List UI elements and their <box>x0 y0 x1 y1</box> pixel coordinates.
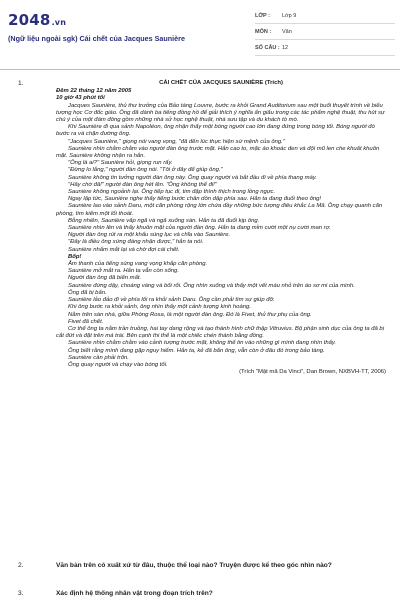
paragraph: "Ông là ai?" Saunière hỏi, giọng run rẩy. <box>68 160 173 167</box>
paragraph: Jacques Saunière, thủ thư trưởng của Bảo tàng Louvre, bước ra khỏi Grand Auditorium sau một buổi thuyết trình về biểu tượng học Cơ đốc giáo. Ông đã dành ba tiếng đồng hồ để giải thích ý nghĩa ẩn giấu trong các tác phẩm nghệ thuật, thu hút sự chú ý của một đám đông gồm những nhà sử học nghệ thuật, nhà sưu tập và du khách tò mò. <box>56 102 385 124</box>
paragraph: Ngay lập tức, Saunière nghe thấy tiếng bước chân dồn dập phía sau. Hắn ta đang đuổi theo ông! <box>68 196 322 203</box>
meta-value: Văn <box>282 28 292 35</box>
paragraph: Saunière đứng dậy, choáng váng và bối rối. Ông nhìn xuống và thấy một vết máu nhỏ trên áo sơ mi của mình. <box>68 282 355 289</box>
passage-title: CÁI CHẾT CỦA JACQUES SAUNIÈRE (Trích) <box>159 80 283 86</box>
question-number: 1. <box>18 80 24 87</box>
paragraph: Fivet đã chết. <box>68 318 104 325</box>
question-text: Xác định hệ thống nhân vật trong đoạn trích trên? <box>56 590 213 597</box>
paragraph: Saunière nhìn lên và thấy khuôn mặt của người đàn ông. Hắn ta đang mỉm cười một nụ cười man rợ. <box>68 225 331 232</box>
paragraph: Saunière lảo đảo đi về phía lối ra khỏi sảnh Daru. Ông cần phải tìm sự giúp đỡ. <box>68 297 275 304</box>
passage-date: Đêm 22 tháng 12 năm 2005 <box>56 88 132 95</box>
paragraph: Saunière nhắm mắt lại và chờ đợi cái chết. <box>68 246 180 253</box>
passage-text <box>56 103 386 370</box>
paragraph: Saunière lao vào sảnh Daru, một căn phòng rộng lớn chứa đầy những bức tượng điêu khắc La Mã. Ông chạy quanh căn phòng, tìm kiếm một lối thoát. <box>56 203 383 217</box>
question-text: Văn bản trên có xuất xứ từ đâu, thuộc thể loại nào? Truyện được kể theo góc nhìn nào? <box>56 562 332 569</box>
paragraph: Khi Saunière đi qua sảnh Napoléon, ông nhận thấy một bóng người cao lớn đang đứng trong bóng tối. Bóng người đó bước ra và chặn đường ông. <box>56 124 375 138</box>
paragraph: "Jacques Saunière," giọng nói vang vọng, "đã đến lúc thực hiện sứ mệnh của ông." <box>68 138 285 145</box>
page-header <box>0 0 400 70</box>
question-body <box>56 80 386 376</box>
paragraph: Cơ thể ông ta nằm trần truồng, hai tay dang rộng và tạo thành hình chữ thập Vitruvius. Bộ phận sinh dục của ông ta đã bị cắt đứt và đặt trên má trái. Bên cạnh thi thể là một chiếc chén thánh bằng đồng. <box>56 325 385 340</box>
meta-value: 12 <box>282 44 289 51</box>
paragraph: Ông biết rằng mình đang gặp nguy hiểm. Hắn ta, kẻ đã bắn ông, vẫn còn ở đâu đó trong bảo tàng. <box>68 347 325 354</box>
document-title: (Ngữ liệu ngoài sgk) Cái chết của Jacques Saunière <box>8 34 185 43</box>
paragraph: Saunière nhìn chằm chằm vào người đàn ông trước mặt. Hắn cao to, mặc áo khoác đen và đội mũ len che khuất khuôn mặt. Saunière không nhận ra hắn. <box>56 145 380 160</box>
paragraph: Ông quay người và chạy vào bóng tối. <box>68 361 168 368</box>
meta-table <box>255 8 395 56</box>
paragraph: Nằm trên sàn nhà, giữa Phòng Rosa, là một người đàn ông. Đó là Fivet, thủ thư phụ của ông. <box>68 311 312 318</box>
question-number: 2. <box>18 562 24 569</box>
question-number: 3. <box>18 590 24 597</box>
paragraph: Người đàn ông rút ra một khẩu súng lục và chĩa vào Saunière. <box>68 232 231 239</box>
paragraph: "Hãy chờ đã!" người đàn ông hét lên. "Ông không thể đi!" <box>68 181 217 188</box>
passage-time: 10 giờ 43 phút tối <box>56 95 105 102</box>
paragraph: Người đàn ông đã biến mất. <box>68 275 142 282</box>
paragraph: Saunière không ngoảnh lại. Ông tiếp tục đi, tim đập thình thịch trong lồng ngực. <box>68 189 276 196</box>
meta-row-count <box>255 40 395 56</box>
paragraph: Saunière nhìn chằm chằm vào cảnh tượng trước mặt, không thể tin vào những gì mình đang nhìn thấy. <box>68 340 337 347</box>
paragraph: "Đừng lo lắng," người đàn ông nói. "Tôi ở đây để giúp ông." <box>68 167 223 174</box>
header-divider <box>0 69 400 70</box>
logo-suffix: .vn <box>51 18 67 27</box>
paragraph: Âm thanh của tiếng súng vang vọng khắp căn phòng. <box>68 261 208 268</box>
paragraph: Bỗng nhiên, Saunière vấp ngã và ngã xuống sàn. Hắn ta đã đuổi kịp ông. <box>68 217 260 224</box>
site-logo[interactable] <box>8 11 66 29</box>
paragraph: Saunière cần phải trốn. <box>68 354 129 361</box>
passage-exclamation: Bốp! <box>68 253 82 260</box>
paragraph: Khi ông bước ra khỏi sảnh, ông nhìn thấy một cảnh tượng kinh hoàng. <box>68 304 251 311</box>
paragraph: Saunière không tin tưởng người đàn ông này. Ông quay người và bắt đầu đi về phía thang máy. <box>68 174 317 181</box>
paragraph: Ông đã bị bắn. <box>68 289 107 296</box>
meta-key: MÔN : <box>255 28 272 35</box>
passage-source: (Trích "Mật mã Da Vinci", Dan Brown, NXBVH-TT, 2006) <box>239 369 386 376</box>
meta-value: Lớp 9 <box>282 12 297 19</box>
meta-key: LỚP : <box>255 12 270 19</box>
logo-text: 2048 <box>8 11 51 29</box>
meta-row-class <box>255 8 395 24</box>
paragraph: "Đây là điều ông xứng đáng nhận được," hắn ta nói. <box>68 239 204 246</box>
meta-row-subject <box>255 24 395 40</box>
paragraph: Saunière mở mắt ra. Hắn ta vẫn còn sống. <box>68 268 179 275</box>
meta-key: SỐ CÂU : <box>255 44 280 51</box>
